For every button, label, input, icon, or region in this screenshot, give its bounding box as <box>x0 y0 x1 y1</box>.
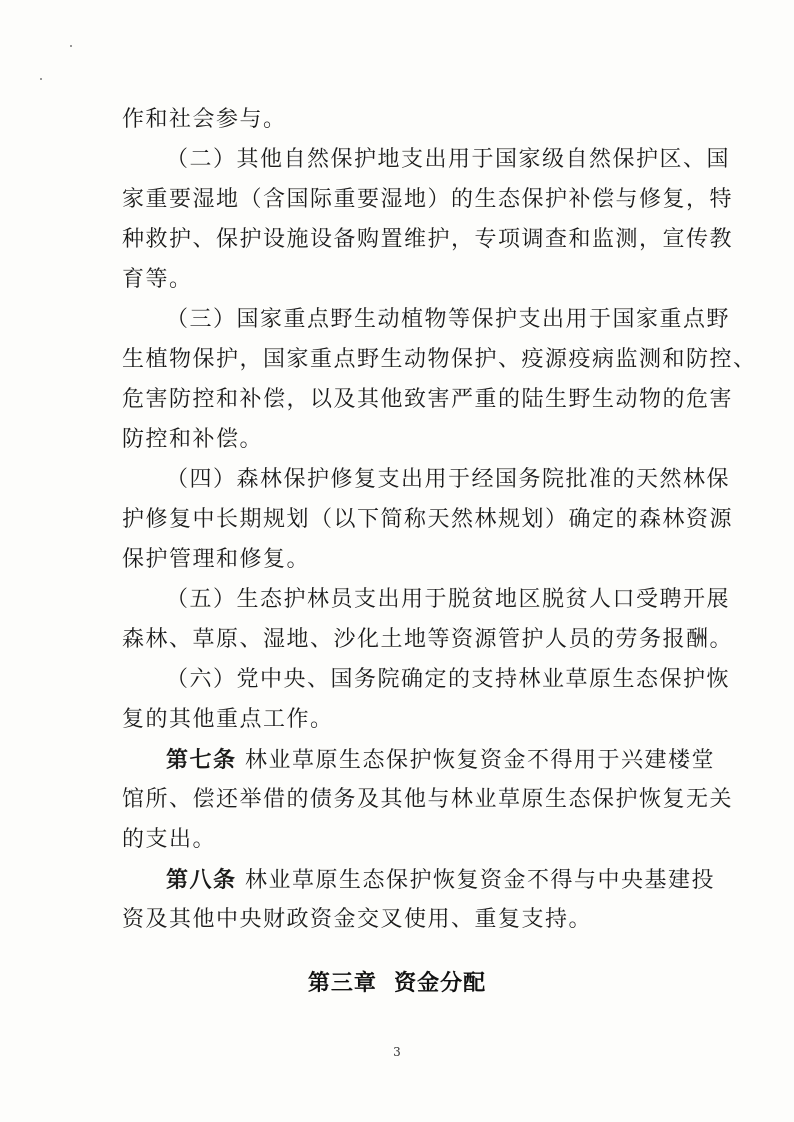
text-line: （二）其他自然保护地支出用于国家级自然保护区、国 <box>166 147 731 172</box>
text-line: 家重要湿地（含国际重要湿地）的生态保护补偿与修复，特 <box>122 187 734 212</box>
chapter-heading: 第三章 资金分配 <box>307 971 487 996</box>
text-line: 种救护、保护设施设备购置维护，专项调查和监测，宣传教 <box>122 227 734 252</box>
text-line: 森林、草原、湿地、沙化土地等资源管护人员的劳务报酬。 <box>122 627 734 652</box>
text-line: 生植物保护，国家重点野生动物保护、疫源疫病监测和防控、 <box>122 347 757 372</box>
article-label: 第七条 <box>166 747 237 773</box>
text-line: 育等。 <box>122 267 193 292</box>
text-line: 护修复中长期规划（以下简称天然林规划）确定的森林资源 <box>122 507 734 532</box>
scan-speck <box>70 45 72 47</box>
text-line: （四）森林保护修复支出用于经国务院批准的天然林保 <box>166 467 731 492</box>
article-text: 林业草原生态保护恢复资金不得与中央基建投 <box>245 868 716 893</box>
text-line: 危害防控和补偿，以及其他致害严重的陆生野生动物的危害 <box>122 387 734 412</box>
article-label: 第八条 <box>166 867 237 893</box>
text-line: （六）党中央、国务院确定的支持林业草原生态保护恢 <box>166 667 731 692</box>
article-text: 林业草原生态保护恢复资金不得用于兴建楼堂 <box>245 748 716 773</box>
text-line: （五）生态护林员支出用于脱贫地区脱贫人口受聘开展 <box>166 587 731 612</box>
scan-speck <box>40 78 42 80</box>
text-line: 防控和补偿。 <box>122 427 264 452</box>
article-eight-line <box>166 866 715 895</box>
text-line: 作和社会参与。 <box>122 107 287 132</box>
text-line: 的支出。 <box>122 827 217 852</box>
text-line: 馆所、偿还举借的债务及其他与林业草原生态保护恢复无关 <box>122 787 734 812</box>
text-line: 资及其他中央财政资金交叉使用、重复支持。 <box>122 907 593 932</box>
article-seven-line <box>166 746 715 775</box>
text-line: （三）国家重点野生动植物等保护支出用于国家重点野 <box>166 307 731 332</box>
text-line: 复的其他重点工作。 <box>122 707 334 732</box>
text-line: 保护管理和修复。 <box>122 547 311 572</box>
page-number: 3 <box>393 1045 401 1059</box>
